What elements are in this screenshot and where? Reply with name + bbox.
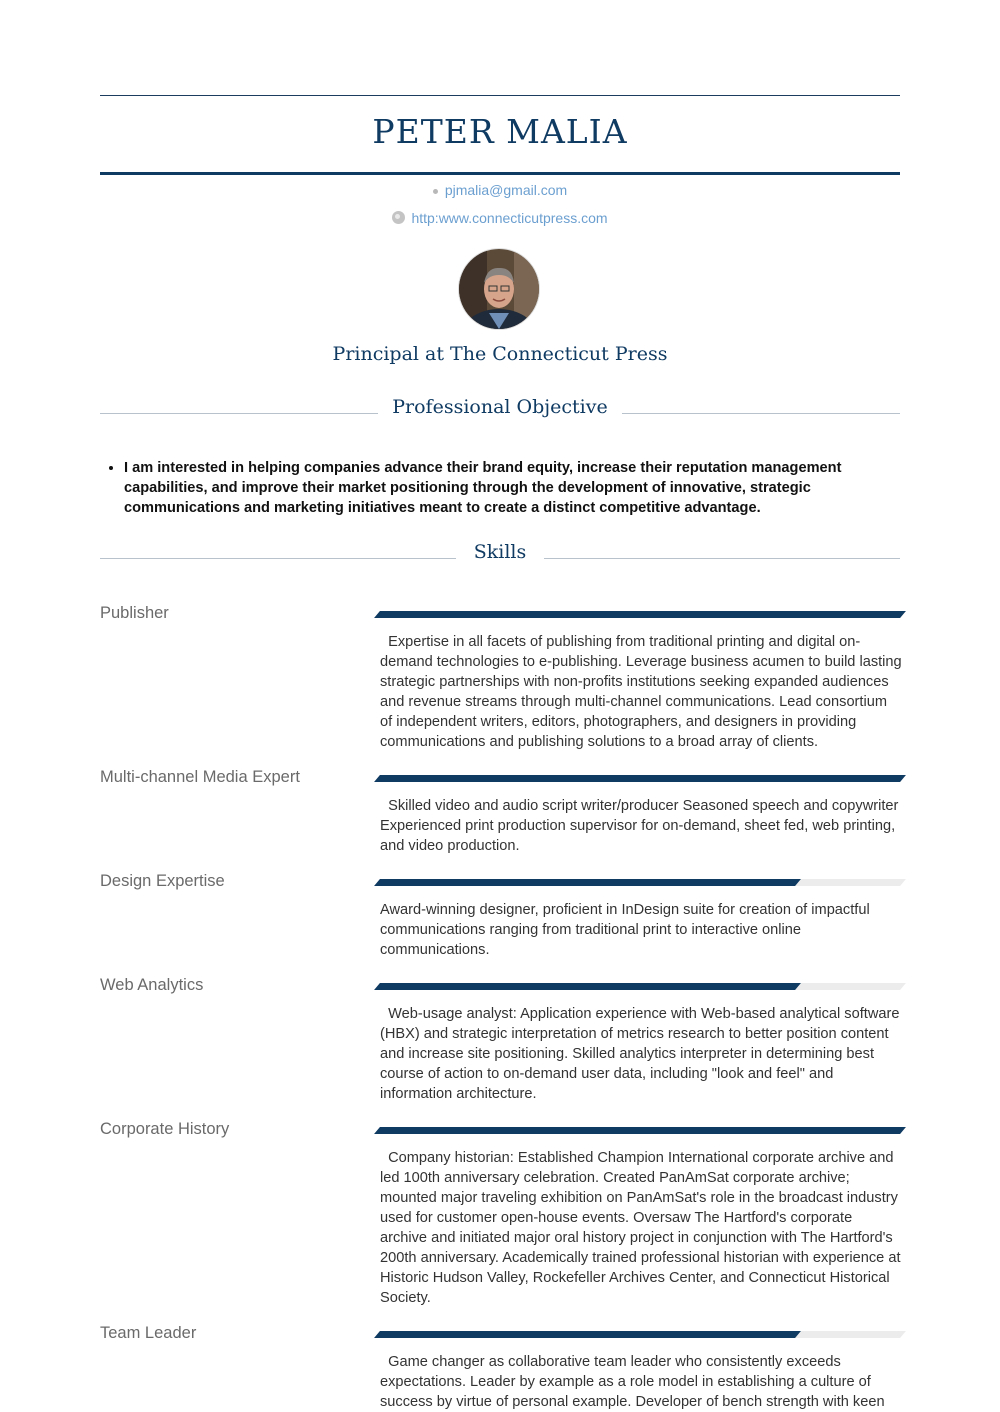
skill-description: Expertise in all facets of publishing from traditional printing and digital on-demand technologies to e-publishing. Leverage business acumen to build lasting strategic partnerships with non-profits institutions seeking expanded audiences and revenue streams through multi-channel communications. Lead consortium of independent writers, editors, photographers, and designers in providing communications and publishing solutions to a broad array of clients. [380,634,906,750]
skill-name: Design Expertise [100,872,225,890]
email-contact[interactable] [100,182,900,198]
website-link[interactable]: http:www.connecticutpress.com [411,210,608,226]
skill-level-bar [374,879,906,886]
skill-description: Company historian: Established Champion International corporate archive and led 100th anniversary celebration. Created PanAmSat corporate archive; mounted major traveling exhibition on PanAmSat's role in the broadcast industry used for customer open-house events. Oversaw The Hartford's corporate archive and initiated major oral history project in conjunction with The Hartford's 200th anniversary. Academically trained professional historian with experience at Historic Hudson Valley, Rockefeller Archives Center, and Connecticut Historical Society. [380,1150,905,1306]
skill-level-fill [374,1127,906,1134]
skill-description: Web-usage analyst: Application experience with Web-based analytical software (HBX) and strategic interpretation of metrics research to better position content and increase site positioning. Skilled analytics interpreter in determining best course of action to on-demand user data, including "look and feel" and information architecture. [380,1006,904,1102]
skill-level-bar [374,1331,906,1338]
objective-item: • I am interested in helping companies advance their brand equity, increase their reputation management capabilities, and improve their market positioning through the development of innovative, strategic communications and marketing initiatives meant to create a distinct competitive advantage. [124,458,904,518]
skill-description: Game changer as collaborative team leader who consistently exceeds expectations. Leader by example as a role model in establishing a culture of success by virtue of personal example. Developer of bench strength with keen [380,1354,885,1410]
headline: Principal at The Connecticut Press [332,343,668,365]
skill-level-fill [374,775,906,782]
skill-name: Publisher [100,604,169,622]
skill-level-bar [374,775,906,782]
skill-name: Corporate History [100,1120,230,1138]
avatar [459,249,539,329]
email-link[interactable]: pjmalia@gmail.com [444,182,568,198]
skill-level-fill [374,1331,801,1338]
skill-name: Team Leader [100,1324,197,1342]
skills-section-title [100,541,900,571]
skill-description: Award-winning designer, proficient in InDesign suite for creation of impactful communications ranging from traditional print to interactive online communications. [380,902,874,958]
objective-section-title [100,396,900,426]
bullet-icon [433,189,438,194]
skill-level-bar [374,1127,906,1134]
header-bottom-rule [100,172,900,175]
objective-list [100,458,904,518]
avatar-photo [459,249,539,329]
skill-name: Web Analytics [100,976,204,994]
section-heading: Professional Objective [392,396,608,418]
candidate-name: PETER MALIA [372,112,628,151]
skill-description: Skilled video and audio script writer/producer Seasoned speech and copywriter Experienced print production supervisor for on-demand, sheet fed, web printing, and video production. [380,798,903,854]
skill-level-fill [374,879,801,886]
section-heading: Skills [473,541,527,563]
skill-level-fill [374,611,906,618]
website-contact[interactable] [100,210,900,226]
header-top-rule [100,95,900,96]
globe-icon [392,211,405,224]
skill-level-fill [374,983,801,990]
resume-page [100,0,906,1410]
skill-level-bar [374,983,906,990]
skill-level-bar [374,611,906,618]
skill-name: Multi-channel Media Expert [100,768,300,786]
